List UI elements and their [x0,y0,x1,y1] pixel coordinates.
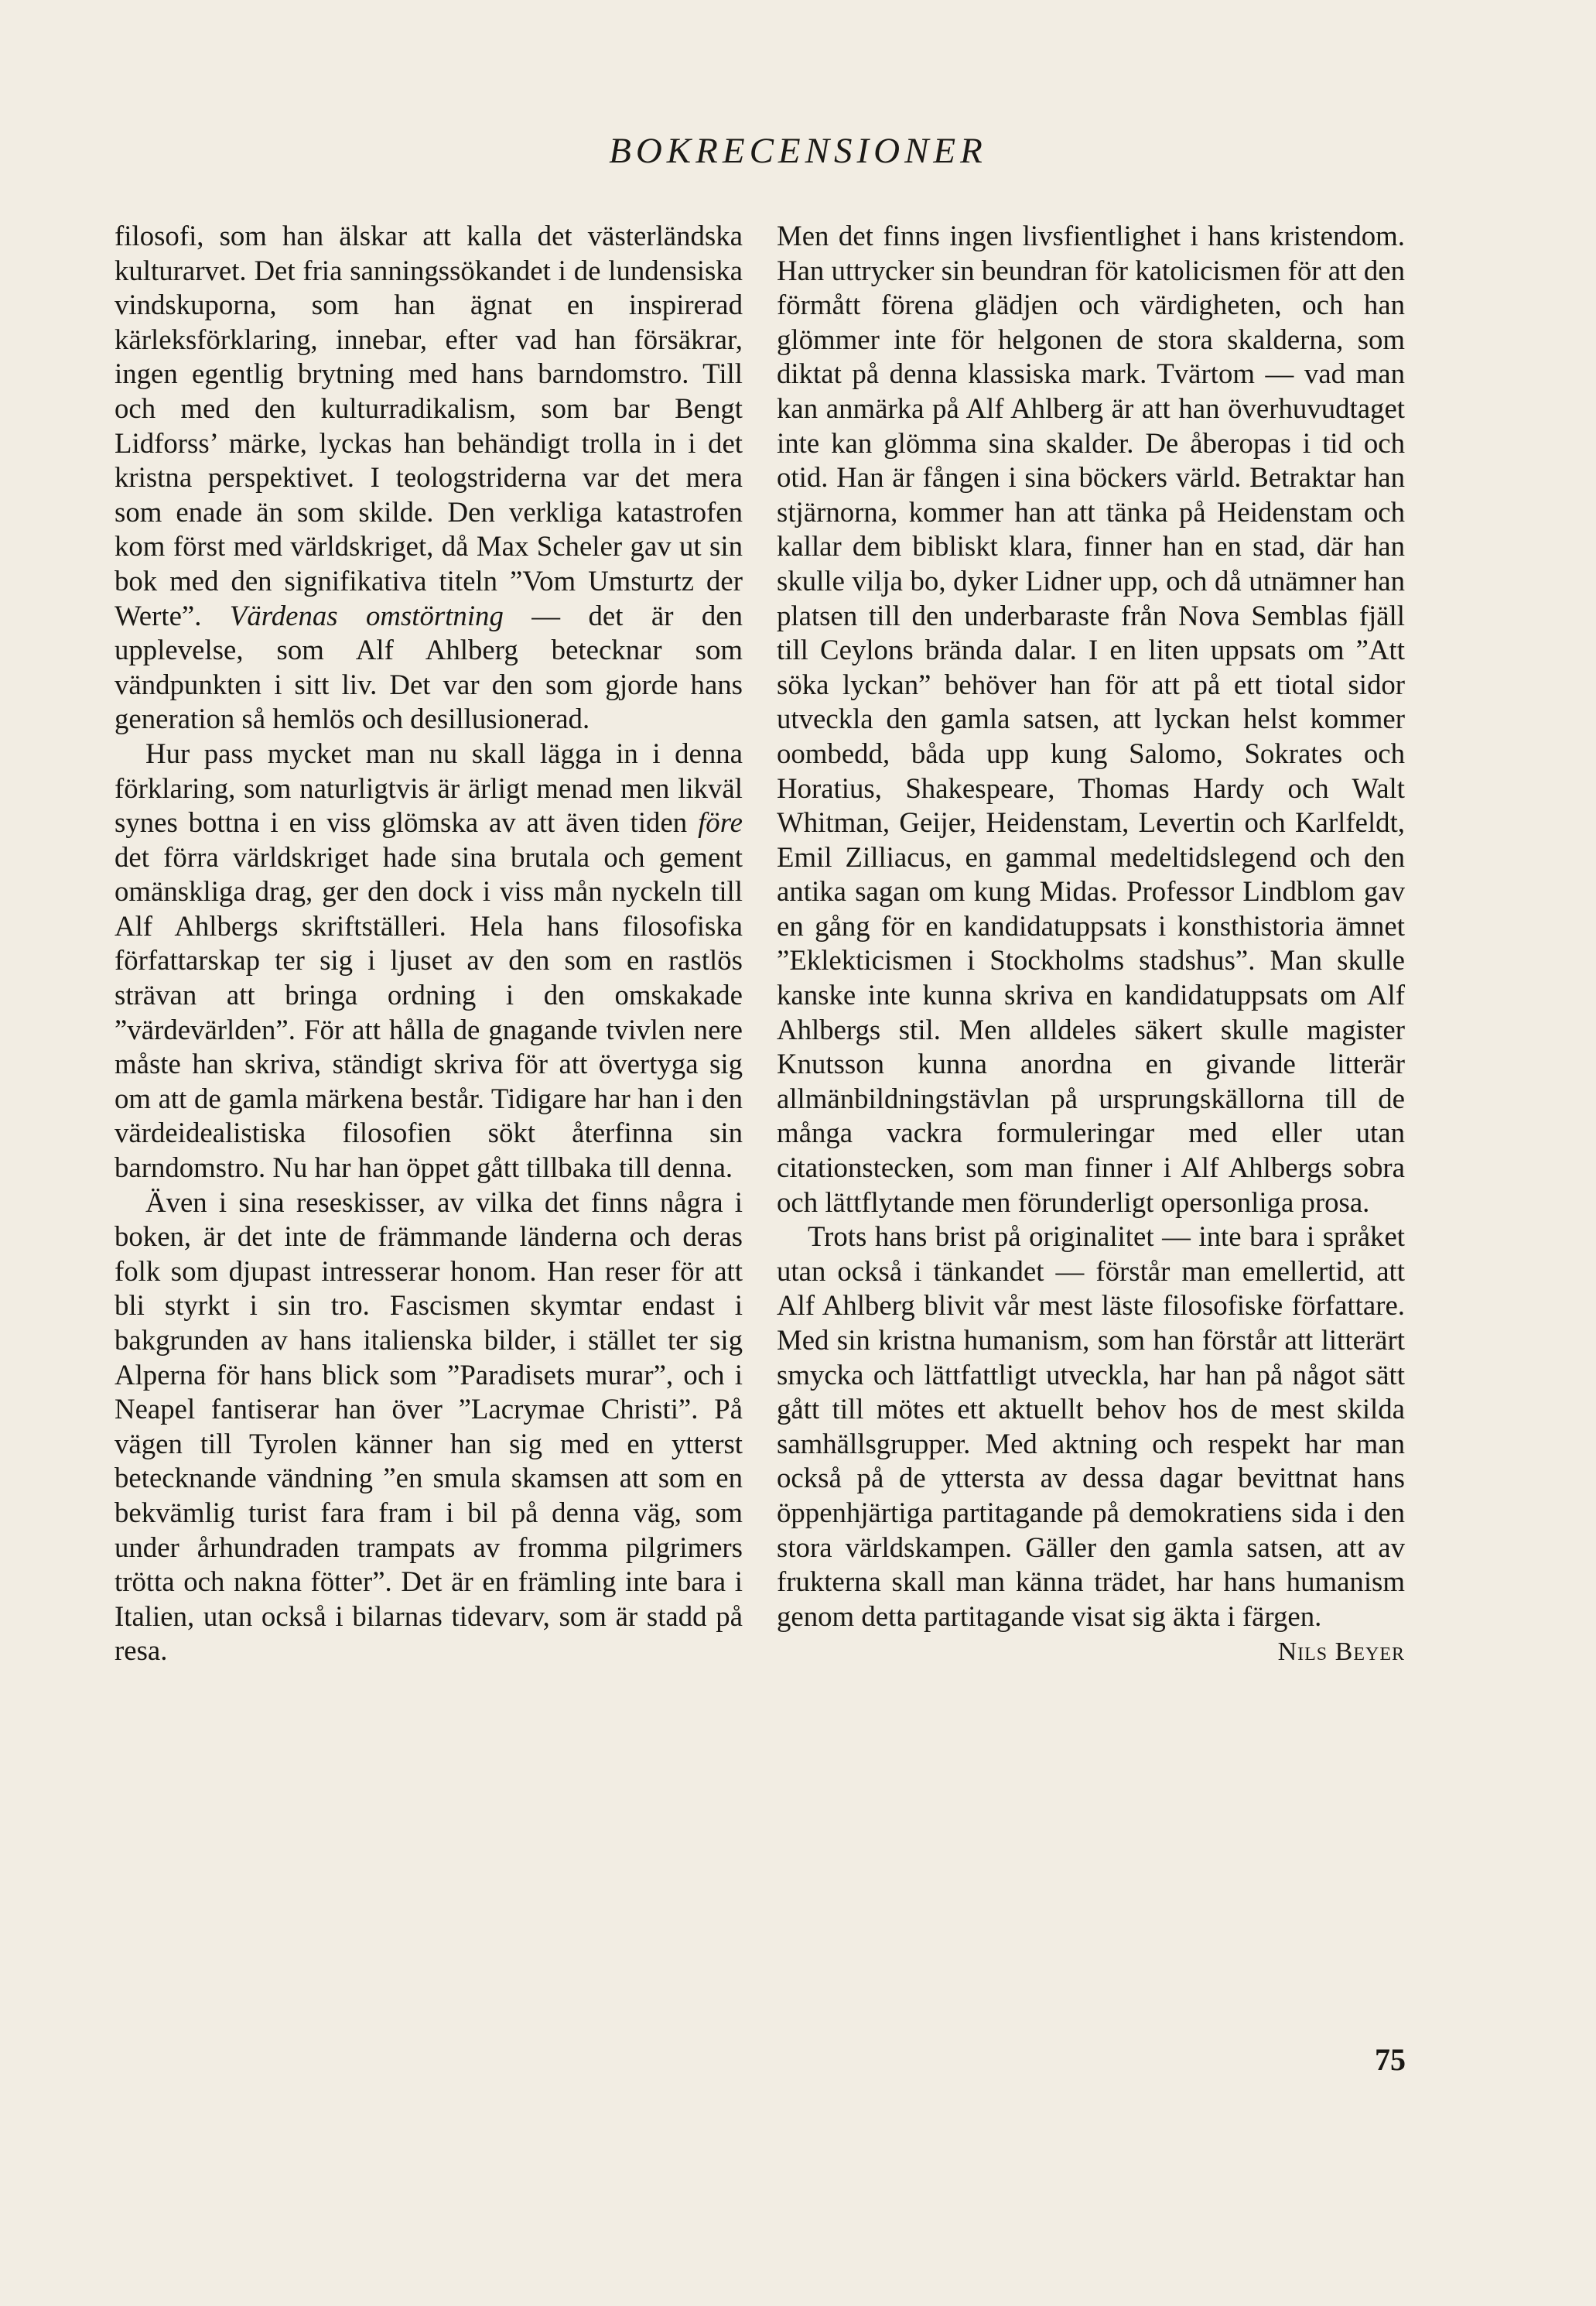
paragraph [114,219,743,737]
text: Hur pass mycket man nu skall lägga in i denna förklaring, som naturligtvis är ärligt menad men likväl synes bottna i en viss glömska av att även tiden [114,737,743,839]
paragraph: Även i sina reseskisser, av vilka det finns några i boken, är det inte de främmande länderna och deras folk som djupast intresserar honom. Han reser för att bli styrkt i sin tro. Fascismen skymtar endast i bakgrunden av hans italienska bilder, i stället ter sig Alperna för hans blick som ”Paradisets murar”, och i Neapel fantiserar han över ”Lacrymae Christi”. På vägen till Tyrolen känner han sig med en ytterst betecknande vändning ”en smula skamsen att som en bekvämlig turist fara fram i bil på denna väg, som under århundraden trampats av fromma pilgrimers trötta och nakna fötter”. Det är en främling inte bara i Italien, utan också i bilarnas tidevarv, som är stadd på resa. [114,1186,743,1667]
italic-title: Värdenas omstörtning [229,599,504,631]
italic-word: före [698,806,743,839]
paragraph: Trots hans brist på originalitet — inte bara i språket utan också i tänkandet — förstår man emellertid, att Alf Ahlberg blivit vår mest läste filosofiske författare. Med sin kristna humanism, som han förstår att litterärt smycka och lättfattligt utveckla, har han på något sätt gått till mötes ett aktuellt behov hos de mest skilda samhällsgrupper. Med aktning och respekt har man också på de yttersta av dessa dagar bevittnat hans öppenhjärtiga partitagande på demokratiens sida i den stora världskampen. Gäller den gamla satsen, att av frukterna skall man känna trädet, har hans humanism genom detta partitagande visat sig äkta i färgen. [777,1220,1405,1632]
left-column [114,219,743,1668]
text: filosofi, som han älskar att kalla det västerländska kulturarvet. Det fria sanningssökandet i de lundensiska vindskuporna, som han ägnat en inspirerad kärleksförklaring, innebar, efter vad han försäkrar, ingen egentlig brytning med hans barndomstro. Till och med den kulturradikalism, som bar Bengt Lidforss’ märke, lyckas han behändigt trolla in i det kristna perspektivet. I teologstriderna var det mera som enade än som skilde. Den verkliga katastrofen kom först med världskriget, då Max Scheler gav ut sin bok med den signifikativa titeln ”Vom Umsturtz der Werte”. [114,220,743,631]
page-number: 75 [1375,2042,1406,2077]
text: — det är den upplevelse, som Alf Ahlberg betecknar som vändpunkten i sitt liv. Det var den som gjorde hans generation så hemlös och desillusionerad. [114,599,743,735]
paragraph [114,737,743,1186]
text: det förra världskriget hade sina brutala och gement omänskliga drag, ger den dock i viss mån nyckeln till Alf Ahlbergs skriftställeri. Hela hans filosofiska författarskap ter sig i ljuset av den som en rastlös strävan att bringa ordning i den omskakade ”värdevärlden”. För att hålla de gnagande tvivlen nere måste han skriva, ständigt skriva för att övertyga sig om att de gamla märkena består. Tidigare har han i den värdeidealistiska filosofien sökt återfinna sin barndomstro. Nu har han öppet gått tillbaka till denna. [114,840,743,1184]
author-byline: Nils Beyer [1277,1637,1405,1667]
paragraph: Men det finns ingen livsfientlighet i hans kristendom. Han uttrycker sin beundran för katolicismen för att den förmått förena glädjen och värdigheten, och han glömmer inte för helgonen de stora skalderna, som diktat på denna klassiska mark. Tvärtom — vad man kan anmärka på Alf Ahlberg är att han överhuvudtaget inte kan glömma sina skalder. De åberopas i tid och otid. Han är fången i sina böckers värld. Betraktar han stjärnorna, kommer han att tänka på Heidenstam och kallar dem bibliskt klara, finner han en stad, där han skulle vilja bo, dyker Lidner upp, och då utnämner han platsen till den underbaraste från Nova Semblas fjäll till Ceylons brända dalar. I en liten uppsats om ”Att söka lyckan” behöver han för att på ett tiotal sidor utveckla den gamla satsen, att lyckan helst kommer oombedd, båda upp kung Salomo, Sokrates och Horatius, Shakespeare, Thomas Hardy och Walt Whitman, Geijer, Heidenstam, Levertin och Karlfeldt, Emil Zilliacus, en gammal medeltidslegend och den antika sagan om kung Midas. Professor Lindblom gav en gång för en kandidatuppsats i konsthistoria ämnet ”Eklekticismen i Stockholms stadshus”. Man skulle kanske inte kunna skriva en kandidatuppsats om Alf Ahlbergs stil. Men alldeles säkert skulle magister Knutsson kunna anordna en givande litterär allmänbildningstävlan på ursprungskällorna till de många vackra formuleringar med eller utan citationstecken, som man finner i Alf Ahlbergs sobra och lättflytande men förunderligt opersonliga prosa. [777,220,1405,1218]
running-title: BOKRECENSIONER [609,131,987,171]
right-column [777,219,1405,1669]
